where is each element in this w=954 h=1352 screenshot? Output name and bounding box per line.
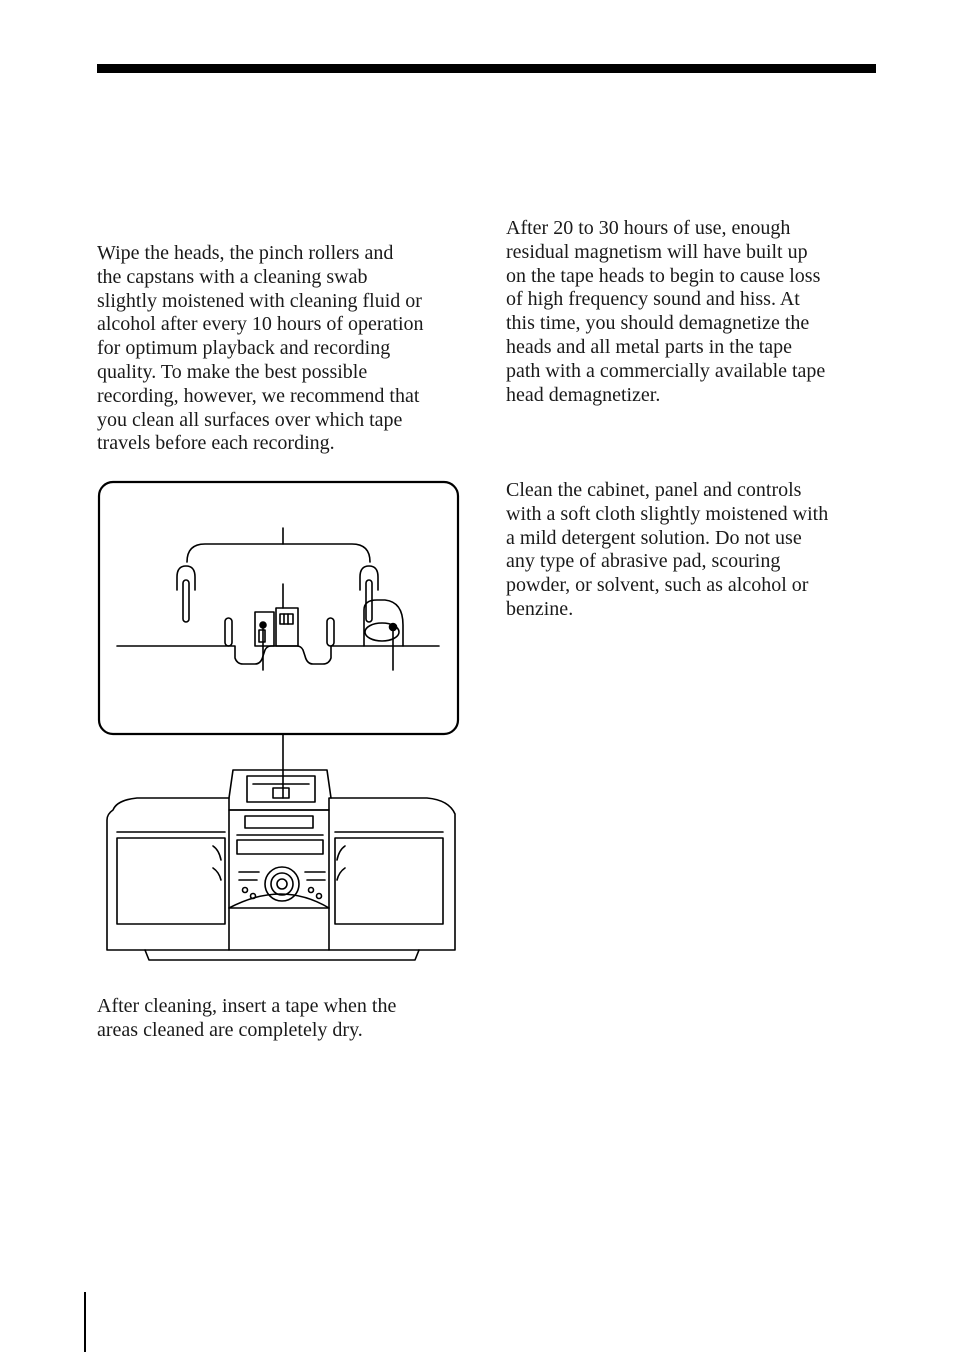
text-line: recording, however, we recommend that	[97, 384, 420, 407]
boombox-body	[107, 770, 455, 960]
text-line: the capstans with a cleaning swab	[97, 265, 368, 288]
text-line: quality. To make the best possible	[97, 360, 368, 383]
text-line: benzine.	[506, 597, 574, 620]
text-line: path with a commercially available tape	[506, 359, 826, 382]
text-line: with a soft cloth slightly moistened with	[506, 502, 829, 525]
text-line: travels before each recording.	[97, 432, 335, 455]
tape-guide-right	[327, 618, 334, 646]
text-line: for optimum playback and recording	[97, 337, 391, 360]
text-line: areas cleaned are completely dry.	[97, 1018, 363, 1041]
text-line: you clean all surfaces over which tape	[97, 408, 403, 431]
pinch-roller-left	[177, 566, 195, 622]
text-line: on the tape heads to begin to cause loss	[506, 264, 821, 287]
text-line: residual magnetism will have built up	[506, 240, 808, 263]
text-line: Wipe the heads, the pinch rollers and	[97, 242, 394, 264]
text-line: alcohol after every 10 hours of operation	[97, 313, 424, 336]
heads-cleaning-paragraph	[97, 242, 424, 456]
text-line: any type of abrasive pad, scouring	[506, 550, 781, 573]
text-line: this time, you should demagnetize the	[506, 312, 810, 335]
text-line: powder, or solvent, such as alcohol or	[506, 574, 809, 597]
text-line: Clean the cabinet, panel and controls	[506, 479, 802, 501]
tape-guide-left	[225, 618, 232, 646]
margin-rule	[84, 1292, 86, 1352]
text-line: a mild detergent solution. Do not use	[506, 526, 802, 549]
top-rule	[97, 64, 876, 73]
text-line: After cleaning, insert a tape when the	[97, 995, 397, 1017]
cabinet-cleaning-paragraph	[506, 479, 828, 622]
text-line: After 20 to 30 hours of use, enough	[506, 217, 791, 239]
text-line: slightly moistened with cleaning fluid or	[97, 289, 422, 312]
text-line: of high frequency sound and hiss. At	[506, 288, 800, 311]
text-line: heads and all metal parts in the tape	[506, 335, 793, 358]
capstan	[364, 600, 403, 646]
tape-deck-illustration	[97, 480, 462, 970]
demagnetize-paragraph	[506, 217, 825, 407]
after-cleaning-paragraph	[97, 995, 396, 1043]
pinch-roller-right	[360, 566, 378, 622]
tape-head	[255, 608, 298, 646]
text-line: head demagnetizer.	[506, 383, 661, 406]
